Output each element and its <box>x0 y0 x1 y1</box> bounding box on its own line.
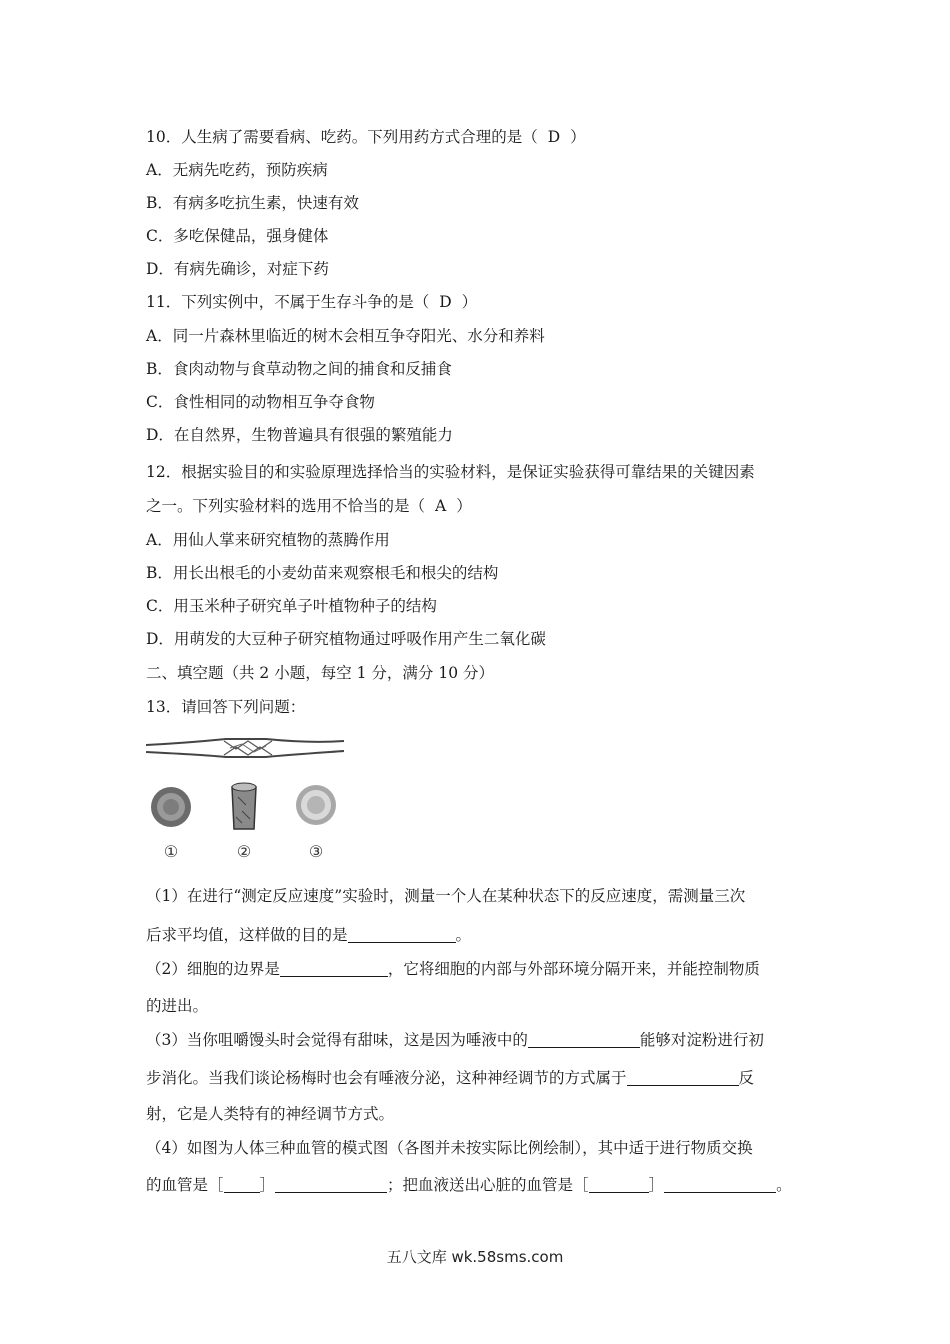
q13-part3-text-d: 反 <box>738 1069 755 1087</box>
q13-part4-text-b: ］ <box>259 1176 276 1194</box>
q13-part4-bracket-blank-2[interactable] <box>589 1176 649 1193</box>
q10-answer: D <box>547 128 561 146</box>
q12-stem-line2 <box>146 496 806 516</box>
q12-option-c: C．用玉米种子研究单子叶植物种子的结构 <box>146 597 437 615</box>
q12-option-d: D．用萌发的大豆种子研究植物通过呼吸作用产生二氧化碳 <box>146 630 546 648</box>
q13-part3-blank-1[interactable] <box>528 1031 640 1048</box>
q12-answer: A <box>435 497 447 515</box>
capillary-network-drawing <box>146 739 344 757</box>
q10-stem-text: 10．人生病了需要看病、吃药。下列用药方式合理的是（ <box>146 128 538 146</box>
q13-part4-bracket-blank-1[interactable] <box>224 1176 260 1193</box>
blood-vessel-illustration <box>146 735 346 865</box>
q13-part4-text-e: 。 <box>776 1176 792 1194</box>
q13-part2-text-a: （2）细胞的边界是 <box>146 960 280 978</box>
q13-part4-blank-2[interactable] <box>664 1176 776 1193</box>
q13-part1-end: 。 <box>455 926 472 944</box>
q13-part1-line2 <box>146 925 806 945</box>
page-footer: 五八文库 wk.58sms.com <box>386 1248 564 1266</box>
vessel-2-drawing <box>232 783 256 829</box>
q11-option-a: A．同一片森林里临近的树木会相互争夺阳光、水分和养料 <box>146 327 545 345</box>
figure-label-2: ② <box>236 842 252 861</box>
q12-option-a: A．用仙人掌来研究植物的蒸腾作用 <box>146 531 390 549</box>
q12-stem-text: 之一。下列实验材料的选用不恰当的是（ <box>146 497 426 515</box>
q13-part4-blank-1[interactable] <box>275 1176 387 1193</box>
figure-label-1: ① <box>163 842 179 861</box>
q13-part1-text: 后求平均值，这样做的目的是 <box>146 926 348 944</box>
q13-part4-text-d: ］ <box>648 1176 665 1194</box>
q10-stem-close: ） <box>570 128 586 146</box>
q10-stem <box>146 127 806 147</box>
q13-part4-line2 <box>146 1175 806 1195</box>
q13-part3-line1 <box>146 1030 806 1050</box>
vessel-1-drawing <box>151 787 191 827</box>
q13-part3-blank-2[interactable] <box>627 1069 739 1086</box>
q13-part3-line3: 射，它是人类特有的神经调节方式。 <box>146 1105 395 1123</box>
q13-part1-blank[interactable] <box>348 926 456 943</box>
q10-option-d: D．有病先确诊，对症下药 <box>146 260 329 278</box>
q11-answer: D <box>439 293 452 311</box>
q13-part2-line2: 的进出。 <box>146 997 209 1015</box>
q11-option-b: B．食肉动物与食草动物之间的捕食和反捕食 <box>146 360 452 378</box>
q10-option-b: B．有病多吃抗生素，快速有效 <box>146 194 359 212</box>
q13-part2-line1 <box>146 959 806 979</box>
q11-stem-text: 11．下列实例中，不属于生存斗争的是（ <box>146 293 430 311</box>
q13-part3-text-c: 步消化。当我们谈论杨梅时也会有唾液分泌，这种神经调节的方式属于 <box>146 1069 627 1087</box>
section-2-heading: 二、填空题（共 2 小题，每空 1 分，满分 10 分） <box>146 664 495 682</box>
q12-option-b: B．用长出根毛的小麦幼苗来观察根毛和根尖的结构 <box>146 564 499 582</box>
q11-option-d: D．在自然界，生物普遍具有很强的繁殖能力 <box>146 426 453 444</box>
q13-part3-text-b: 能够对淀粉进行初 <box>639 1031 764 1049</box>
vessel-3-drawing <box>296 785 336 825</box>
q11-stem-close: ） <box>461 293 478 311</box>
q13-part4-text-a: 的血管是［ <box>146 1176 224 1194</box>
q10-option-a: A．无病先吃药，预防疾病 <box>146 161 328 179</box>
q13-part2-blank[interactable] <box>280 960 388 977</box>
q13-part3-text-a: （3）当你咀嚼馒头时会觉得有甜味，这是因为唾液中的 <box>146 1031 528 1049</box>
figure-label-3: ③ <box>308 842 324 861</box>
q13-part4-line1: （4）如图为人体三种血管的模式图（各图并未按实际比例绘制），其中适于进行物质交换 <box>146 1139 753 1157</box>
blood-vessel-figure <box>146 735 346 865</box>
q13-part3-line2 <box>146 1068 806 1088</box>
q13-part2-text-b: ，它将细胞的内部与外部环境分隔开来，并能控制物质 <box>387 960 760 978</box>
q11-option-c: C．食性相同的动物相互争夺食物 <box>146 393 375 411</box>
q11-stem <box>146 292 806 312</box>
q13-stem: 13．请回答下列问题： <box>146 698 306 716</box>
q12-stem-close: ） <box>456 497 472 515</box>
q12-stem-line1: 12．根据实验目的和实验原理选择恰当的实验材料，是保证实验获得可靠结果的关键因素 <box>146 463 755 481</box>
q10-option-c: C．多吃保健品，强身健体 <box>146 227 329 245</box>
q13-part4-text-c: ；把血液送出心脏的血管是［ <box>387 1176 589 1194</box>
q13-part1-line1: （1）在进行“测定反应速度”实验时，测量一个人在某种状态下的反应速度，需测量三次 <box>146 887 746 905</box>
